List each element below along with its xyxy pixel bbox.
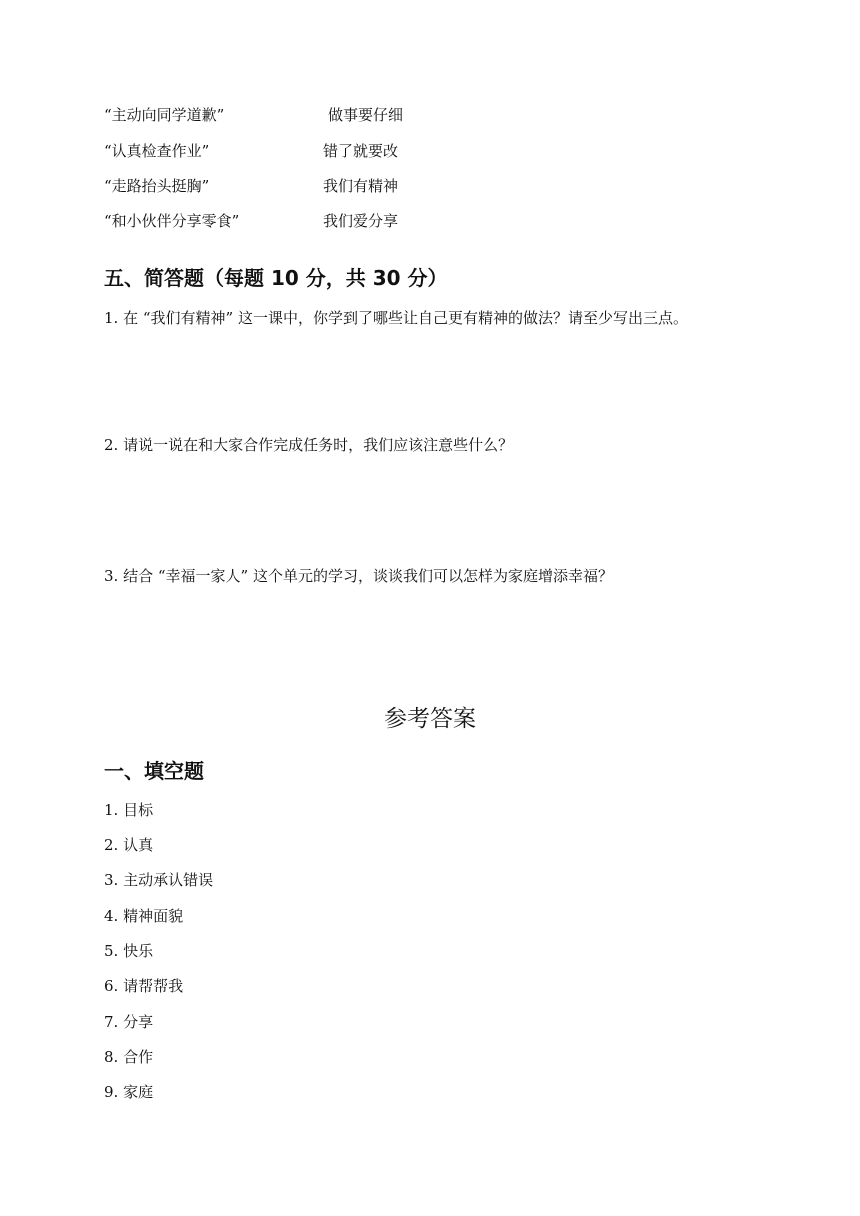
matching-right-item: 我们爱分享: [323, 212, 399, 230]
answer-item: 8. 合作: [104, 1048, 154, 1066]
answer-item: 6. 请帮帮我: [104, 977, 184, 995]
matching-left-item: “走路抬头挺胸”: [104, 177, 210, 195]
matching-right-item: 我们有精神: [323, 177, 399, 195]
question-1: 1. 在 “我们有精神” 这一课中，你学到了哪些让自己更有精神的做法？请至少写出三点。: [104, 309, 688, 327]
answer-item: 9. 家庭: [104, 1083, 154, 1101]
section-title-fill-in: 一、填空题: [104, 759, 204, 783]
answer-item: 5. 快乐: [104, 942, 154, 960]
matching-left-item: “和小伙伴分享零食”: [104, 212, 240, 230]
answer-item: 4. 精神面貌: [104, 907, 184, 925]
question-3: 3. 结合 “幸福一家人” 这个单元的学习，谈谈我们可以怎样为家庭增添幸福？: [104, 567, 613, 585]
answer-item: 2. 认真: [104, 836, 154, 854]
matching-right-item: 错了就要改: [323, 142, 399, 160]
matching-left-item: “主动向同学道歉”: [104, 106, 225, 124]
section-title-short-answer: 五、简答题（每题 10 分，共 30 分）: [104, 266, 448, 290]
matching-left-item: “认真检查作业”: [104, 142, 210, 160]
matching-right-item: 做事要仔细: [328, 106, 404, 124]
answer-item: 3. 主动承认错误: [104, 871, 214, 889]
answer-item: 7. 分享: [104, 1013, 154, 1031]
question-2: 2. 请说一说在和大家合作完成任务时，我们应该注意些什么？: [104, 436, 514, 454]
answer-key-title: 参考答案: [384, 706, 476, 732]
answer-item: 1. 目标: [104, 801, 154, 819]
